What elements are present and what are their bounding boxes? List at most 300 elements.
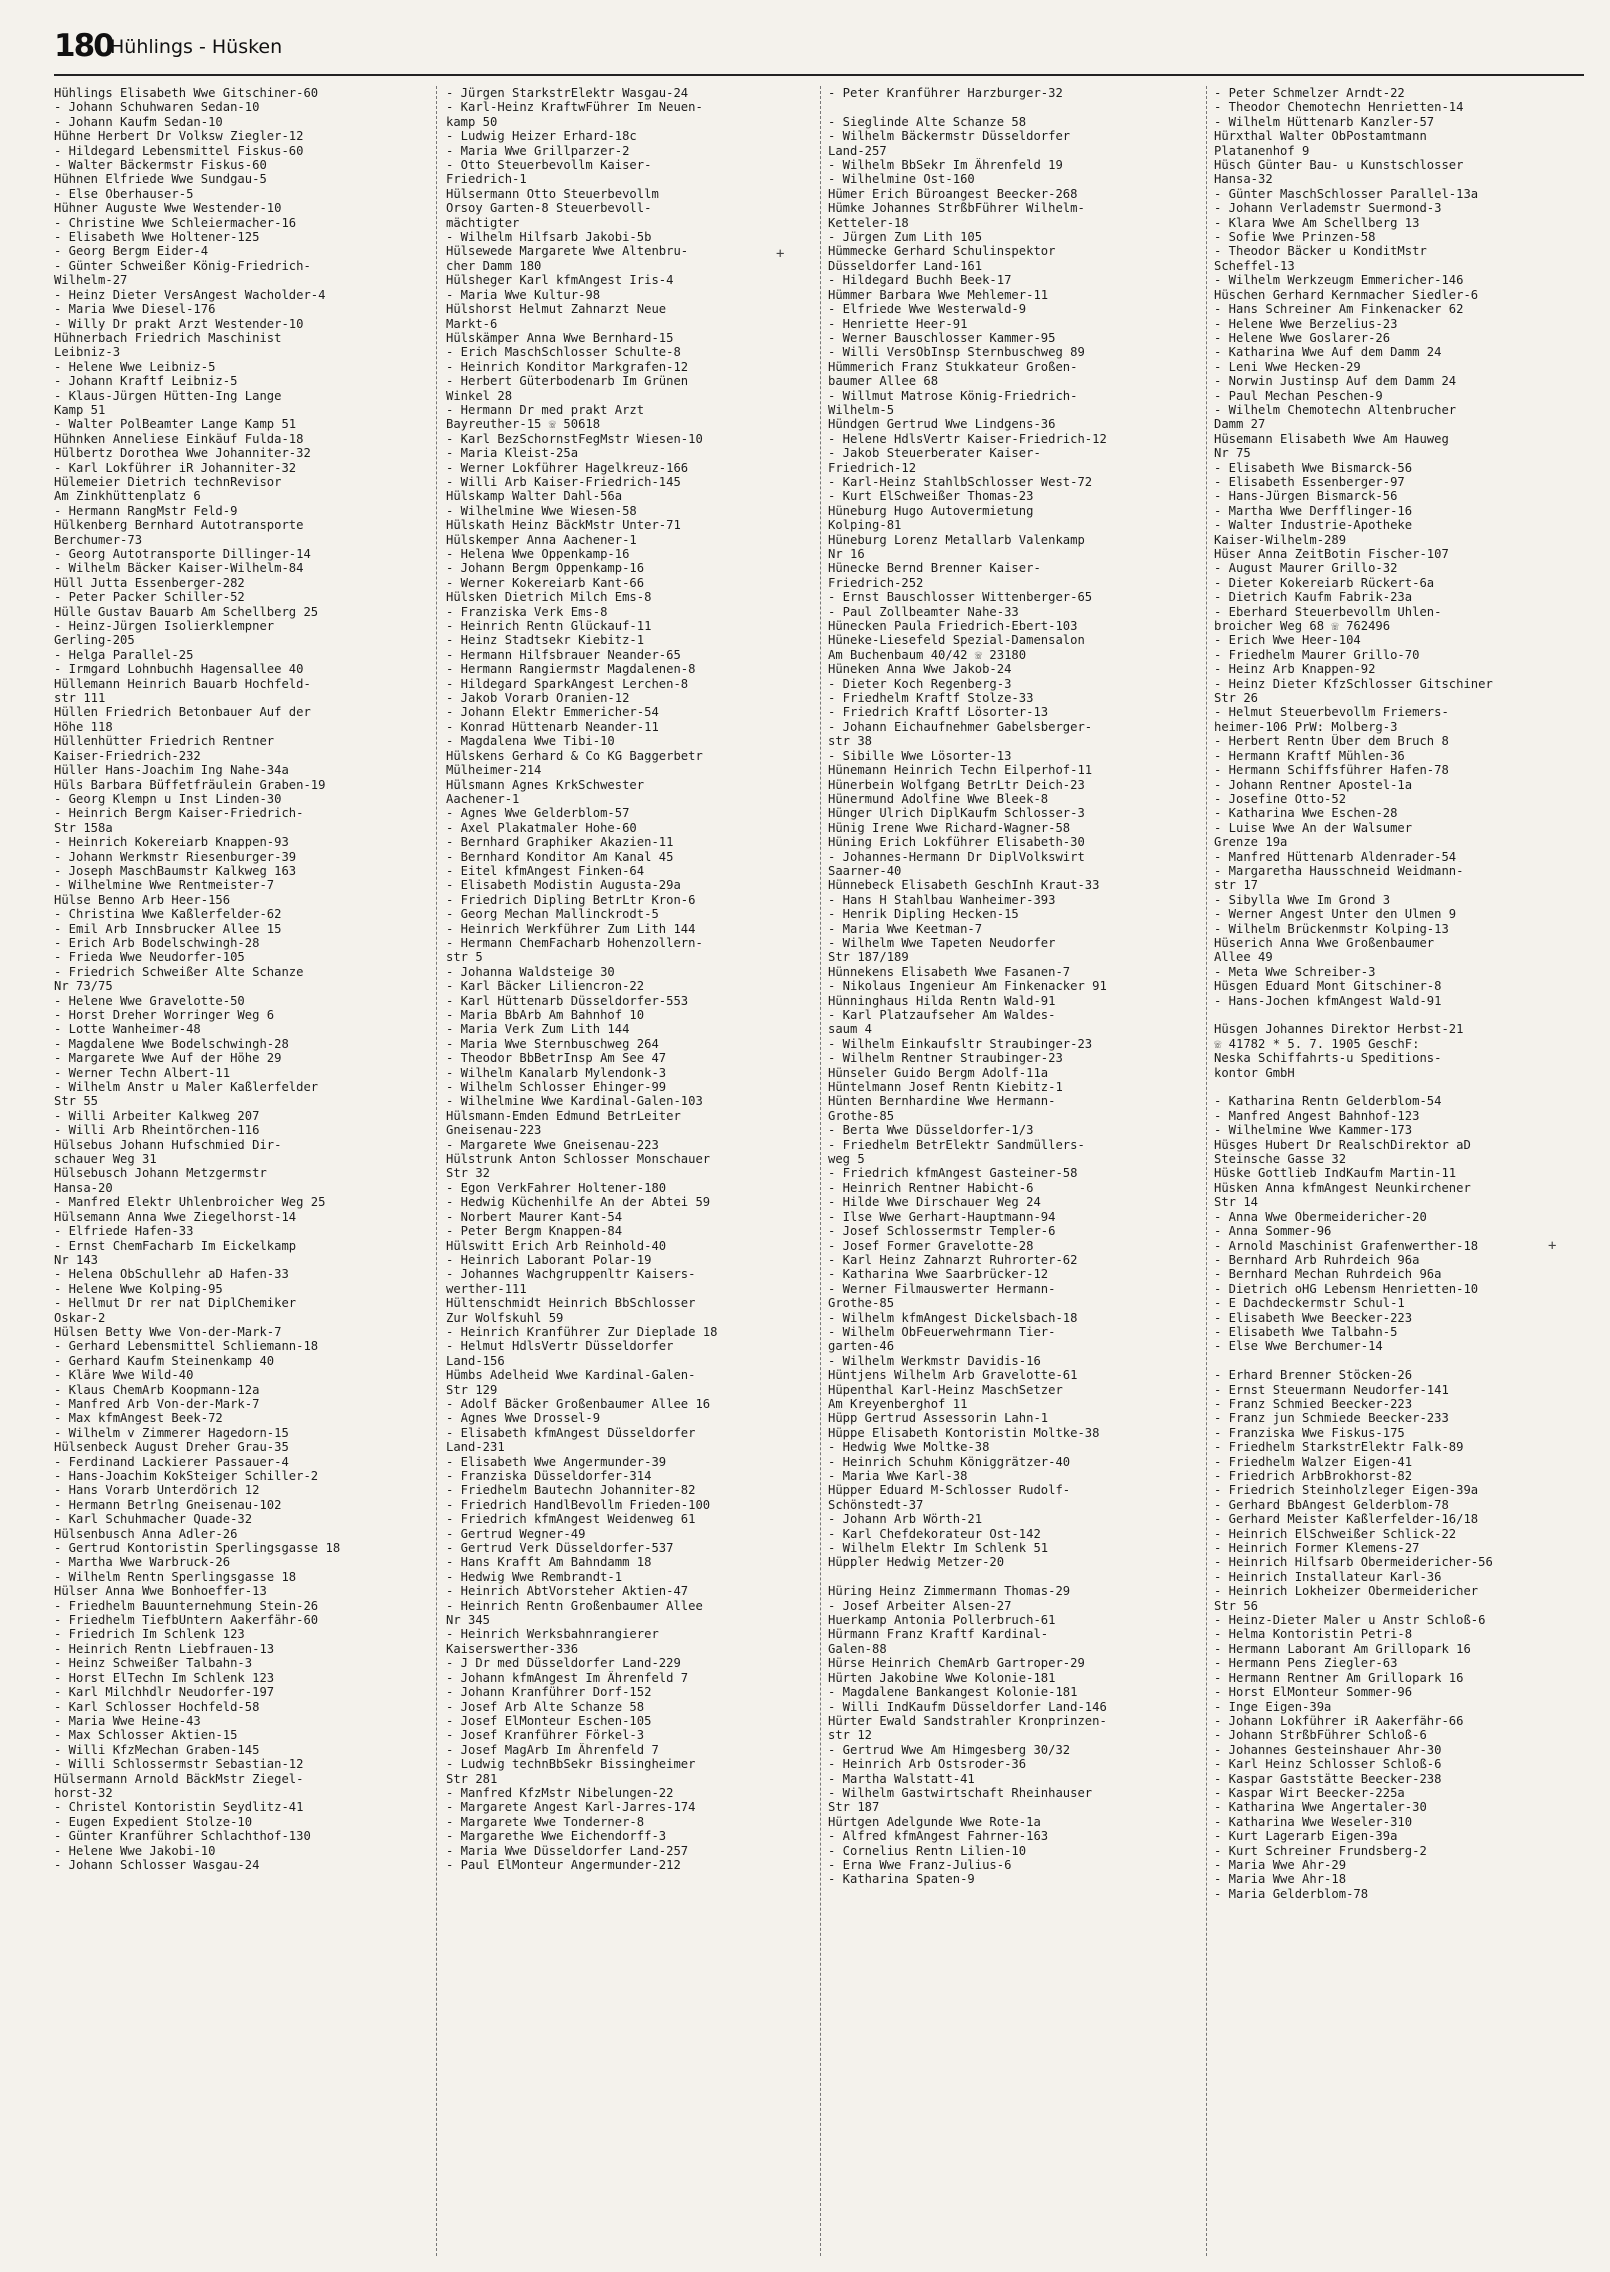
directory-entry: Am Buchenbaum 40/42 ☏ 23180 (828, 647, 1027, 662)
directory-entry: - Klaus-Jürgen Hütten-Ing Lange (54, 388, 282, 403)
directory-entry: - Johann StrßbFührer Schloß-6 (1214, 1728, 1427, 1743)
directory-entry: - Hellmut Dr rer nat DiplChemiker (54, 1296, 297, 1311)
directory-entry: - Joseph MaschBaumstr Kalkweg 163 (54, 863, 297, 878)
directory-entry: - Ernst ChemFacharb Im Eickelkamp (54, 1238, 297, 1253)
directory-entry: - Helene Wwe Gravelotte-50 (54, 993, 245, 1008)
directory-entry: Hülser Anna Wwe Bonhoeffer-13 (54, 1584, 267, 1599)
directory-entry: - Wilhelm Wwe Tapeten Neudorfer (828, 935, 1056, 950)
directory-entry: Str 14 (1214, 1195, 1259, 1210)
directory-entry: - Friedrich Steinholzleger Eigen-39a (1214, 1483, 1479, 1498)
directory-entry: Hülskamp Walter Dahl-56a (446, 489, 623, 504)
directory-entry: Hüsgen Johannes Direktor Herbst-21 (1214, 1022, 1464, 1037)
directory-entry: - Willi IndKaufm Düsseldorfer Land-146 (828, 1699, 1107, 1714)
directory-entry: - Willi Arb Kaiser-Friedrich-145 (446, 474, 681, 489)
directory-entry: Hülskemper Anna Aachener-1 (446, 532, 637, 547)
directory-entry: - Friedrich Im Schlenk 123 (54, 1627, 245, 1642)
directory-entry: Allee 49 (1214, 950, 1273, 965)
directory-entry: - Johann Rentner Apostel-1a (1214, 777, 1413, 792)
directory-entry: Hüning Erich Lokführer Elisabeth-30 (828, 835, 1085, 850)
directory-entry: Hülbertz Dorothea Wwe Johanniter-32 (54, 446, 311, 461)
directory-entry: - Wilhelmine Wwe Kardinal-Galen-103 (446, 1094, 703, 1109)
directory-entry: - Karl Heinz Zahnarzt Ruhrorter-62 (828, 1252, 1078, 1267)
directory-entry: - Katharina Wwe Weseler-310 (1214, 1814, 1413, 1829)
directory-entry: - Josef ElMonteur Eschen-105 (446, 1713, 652, 1728)
directory-entry: - Heinz Dieter KfzSchlosser Gitschiner (1214, 676, 1493, 691)
directory-entry: - Werner Angest Unter den Ulmen 9 (1214, 907, 1457, 922)
directory-entry: - Jakob Vorarb Oranien-12 (446, 691, 630, 706)
directory-entry: Damm 27 (1214, 417, 1266, 432)
directory-entry: - Werner Filmauswerter Hermann- (828, 1281, 1056, 1296)
directory-entry: - Christine Wwe Schleiermacher-16 (54, 215, 297, 230)
directory-entry: - Friedhelm Walzer Eigen-41 (1214, 1454, 1413, 1469)
page-number: 180 (54, 28, 113, 64)
directory-entry: Hümer Erich Büroangest Beecker-268 (828, 186, 1078, 201)
directory-entry: - Wilhelm Bäcker Kaiser-Wilhelm-84 (54, 561, 304, 576)
directory-entry: - Ferdinand Lackierer Passauer-4 (54, 1454, 289, 1469)
directory-entry: Hüppe Elisabeth Kontoristin Moltke-38 (828, 1425, 1100, 1440)
directory-entry: - Hans Vorarb Unterdörich 12 (54, 1483, 260, 1498)
directory-entry: - Johanna Waldsteige 30 (446, 964, 615, 979)
directory-entry: - Hans H Stahlbau Wanheimer-393 (828, 892, 1056, 907)
directory-entry: - Helma Kontoristin Petri-8 (1214, 1627, 1413, 1642)
directory-entry: Hühner Auguste Wwe Westender-10 (54, 201, 282, 216)
directory-entry: - Paul Mechan Peschen-9 (1214, 388, 1383, 403)
directory-entry: - Manfred KfzMstr Nibelungen-22 (446, 1785, 674, 1800)
directory-entry: - Ernst Steuermann Neudorfer-141 (1214, 1382, 1449, 1397)
directory-entry: - Berta Wwe Düsseldorfer-1/3 (828, 1123, 1034, 1138)
directory-entry: - Elisabeth Wwe Beecker-223 (1214, 1310, 1413, 1325)
directory-entry: - Friedrich kfmAngest Gasteiner-58 (828, 1166, 1078, 1181)
directory-entry: - Wilhelm ObFeuerwehrmann Tier- (828, 1324, 1056, 1339)
directory-entry: - Karl Heinz Schlosser Schloß-6 (1214, 1757, 1442, 1772)
directory-entry: Hünseler Guido Bergm Adolf-11a (828, 1065, 1049, 1080)
directory-entry: - Eugen Expedient Stolze-10 (54, 1814, 253, 1829)
directory-entry: - Manfred Elektr Uhlenbroicher Weg 25 (54, 1195, 326, 1210)
directory-entry: Hüsken Anna kfmAngest Neunkirchener (1214, 1180, 1471, 1195)
directory-entry: Hünecke Bernd Brenner Kaiser- (828, 561, 1041, 576)
directory-entry: Hünermund Adolfine Wwe Bleek-8 (828, 791, 1049, 806)
directory-entry: - Willi VersObInsp Sternbuschweg 89 (828, 345, 1085, 360)
directory-entry: Hümmerich Franz Stukkateur Großen- (828, 359, 1078, 374)
directory-entry: - Horst Dreher Worringer Weg 6 (54, 1008, 275, 1022)
directory-entry: Hülsewede Margarete Wwe Altenbru- (446, 244, 689, 259)
directory-entry: - Gertrud Wwe Am Himgesberg 30/32 (828, 1742, 1071, 1757)
directory-entry: - E Dachdeckermstr Schul-1 (1214, 1296, 1405, 1311)
page-header (54, 28, 1584, 76)
directory-entry: - Bernhard Graphiker Akazien-11 (446, 835, 674, 850)
directory-entry: Hürmann Franz Kraftf Kardinal- (828, 1627, 1049, 1642)
directory-entry: - Erich Arb Bodelschwingh-28 (54, 935, 260, 950)
directory-entry: - Agnes Wwe Gelderblom-57 (446, 806, 630, 821)
directory-entry: - Karl Chefdekorateur Ost-142 (828, 1526, 1041, 1541)
directory-entry: - Sibille Wwe Lösorter-13 (828, 748, 1012, 763)
directory-entry: Hüsgen Eduard Mont Gitschiner-8 (1214, 979, 1442, 994)
directory-entry: Hüntelmann Josef Rentn Kiebitz-1 (828, 1080, 1063, 1095)
directory-entry: kontor GmbH (1214, 1065, 1295, 1080)
directory-entry: - Frieda Wwe Neudorfer-105 (54, 950, 245, 965)
directory-entry: Kamp 51 (54, 402, 106, 417)
directory-entry: str 38 (828, 734, 873, 749)
directory-entry: - Magdalena Wwe Tibi-10 (446, 734, 615, 749)
directory-entry: - Hans-Joachim KokSteiger Schiller-2 (54, 1469, 319, 1483)
directory-entry: - Otto Steuerbevollm Kaiser- (446, 158, 652, 173)
directory-entry: - Wilhelm Schlosser Ehinger-99 (446, 1080, 667, 1095)
directory-entry: - Meta Wwe Schreiber-3 (1214, 964, 1376, 979)
directory-entry: - Wilhelm Gastwirtschaft Rheinhauser (828, 1785, 1093, 1800)
directory-entry: Str 281 (446, 1771, 498, 1786)
directory-entry: Schönstedt-37 (828, 1497, 924, 1512)
directory-entry: Hüpenthal Karl-Heinz MaschSetzer (828, 1382, 1063, 1397)
directory-entry: - Friedhelm Kraftf Stolze-33 (828, 691, 1034, 706)
directory-entry: Hüpp Gertrud Assessorin Lahn-1 (828, 1411, 1049, 1426)
directory-entry: - Wilhelm BbSekr Im Ährenfeld 19 (828, 158, 1063, 173)
directory-entry: heimer-106 PrW: Molberg-3 (1214, 719, 1398, 734)
directory-entry: - Jürgen StarkstrElektr Wasgau-24 (446, 86, 689, 100)
directory-entry: - Hermann Dr med prakt Arzt (446, 402, 645, 417)
directory-entry: - Katharina Rentn Gelderblom-54 (1214, 1094, 1442, 1109)
directory-entry: - Helmut Steuerbevollm Friemers- (1214, 705, 1449, 720)
directory-entry: Hülse Benno Arb Heer-156 (54, 892, 231, 907)
directory-entry: - Gerhard Kaufm Steinenkamp 40 (54, 1353, 275, 1368)
directory-entry: - Franz jun Schmiede Beecker-233 (1214, 1411, 1449, 1426)
directory-entry: - Christina Wwe Kaßlerfelder-62 (54, 907, 282, 922)
directory-entry: Hüneburg Hugo Autovermietung (828, 503, 1034, 518)
directory-entry: - Heinrich Rentn Großenbaumer Allee (446, 1598, 703, 1613)
directory-entry: - Margarethe Wwe Eichendorff-3 (446, 1829, 667, 1844)
directory-entry: - Sibylla Wwe Im Grond 3 (1214, 892, 1391, 907)
directory-entry: - Heinrich AbtVorsteher Aktien-47 (446, 1584, 689, 1599)
directory-entry: - Karl-Heinz KraftwFührer Im Neuen- (446, 100, 703, 115)
directory-entry: Land-156 (446, 1353, 505, 1368)
directory-entry: - Josefine Otto-52 (1214, 791, 1347, 806)
directory-entry: - Heinz Arb Knappen-92 (1214, 662, 1376, 677)
directory-entry: Hansa-32 (1214, 172, 1273, 187)
directory-entry: - Karl Lokführer iR Johanniter-32 (54, 460, 297, 475)
directory-entry: - Hans-Jürgen Bismarck-56 (1214, 489, 1398, 504)
directory-entry: Hünten Bernhardine Wwe Hermann- (828, 1094, 1056, 1109)
directory-entry (1214, 1354, 1576, 1368)
directory-entry: - J Dr med Düsseldorfer Land-229 (446, 1656, 681, 1671)
directory-entry: - Helene Wwe Jakobi-10 (54, 1843, 216, 1858)
directory-entry: - Heinrich Rentn Glückauf-11 (446, 619, 652, 634)
directory-entry: - Paul ElMonteur Angermunder-212 (446, 1857, 681, 1872)
directory-entry: - Konrad Hüttenarb Neander-11 (446, 719, 659, 734)
directory-entry: - Heinrich Arb Ostsroder-36 (828, 1757, 1027, 1772)
directory-entry: Nr 73/75 (54, 979, 113, 994)
directory-entry: Hüschen Gerhard Kernmacher Siedler-6 (1214, 287, 1479, 302)
directory-entry: Hüneburg Lorenz Metallarb Valenkamp (828, 532, 1085, 547)
directory-entry: Str 26 (1214, 691, 1259, 706)
directory-entry: Hülsen Betty Wwe Von-der-Mark-7 (54, 1324, 282, 1339)
directory-entry: - Georg Mechan Mallinckrodt-5 (446, 907, 659, 922)
directory-entry: Friedrich-1 (446, 172, 527, 187)
directory-entry: Hümmer Barbara Wwe Mehlemer-11 (828, 287, 1049, 302)
directory-entry: - Else Oberhauser-5 (54, 186, 194, 201)
directory-entry: - Willi Schlossermstr Sebastian-12 (54, 1757, 304, 1772)
directory-entry: - Manfred Angest Bahnhof-123 (1214, 1108, 1420, 1123)
directory-entry: - Maria Wwe Heine-43 (54, 1713, 201, 1728)
directory-entry: Hüske Gottlieb IndKaufm Martin-11 (1214, 1166, 1457, 1181)
directory-entry: - Franziska Wwe Fiskus-175 (1214, 1425, 1405, 1440)
directory-entry: - Katharina Wwe Eschen-28 (1214, 806, 1398, 821)
directory-entry: Ketteler-18 (828, 215, 909, 230)
directory-entry: - Peter Packer Schiller-52 (54, 590, 245, 605)
directory-entry: Orsoy Garten-8 Steuerbevoll- (446, 201, 652, 216)
directory-entry: - Johannes Gesteinshauer Ahr-30 (1214, 1742, 1442, 1757)
directory-entry: Hüneken Anna Wwe Jakob-24 (828, 662, 1012, 677)
directory-entry: - Johann Schuhwaren Sedan-10 (54, 100, 260, 115)
directory-entry: - Günter MaschSchlosser Parallel-13a (1214, 186, 1479, 201)
directory-entry: - Theodor Chemotechn Henrietten-14 (1214, 100, 1464, 115)
directory-entry: Gneisenau-223 (446, 1123, 542, 1138)
directory-entry: Hüpper Eduard M-Schlosser Rudolf- (828, 1483, 1071, 1498)
directory-entry: - Hans-Jochen kfmAngest Wald-91 (1214, 993, 1442, 1008)
directory-entry: - Bernhard Arb Ruhrdeich 96a (1214, 1252, 1420, 1267)
directory-entry: - Heinrich Rentn Liebfrauen-13 (54, 1641, 275, 1656)
directory-entry: - Maria Wwe Düsseldorfer Land-257 (446, 1843, 689, 1858)
directory-entry: - Wilhelm v Zimmerer Hagedorn-15 (54, 1425, 289, 1440)
directory-entry: - Arnold Maschinist Grafenwerther-18 (1214, 1238, 1479, 1253)
directory-entry: Berchumer-73 (54, 532, 143, 547)
directory-entry: Saarner-40 (828, 863, 902, 878)
directory-entry: Hülsheger Karl kfmAngest Iris-4 (446, 273, 674, 288)
directory-entry: - Maria Wwe Sternbuschweg 264 (446, 1036, 659, 1051)
directory-entry: Hülemeier Dietrich technRevisor (54, 474, 282, 489)
directory-entry: Hüsch Günter Bau- u Kunstschlosser (1214, 158, 1464, 173)
directory-entry: Hünerbein Wolfgang BetrLtr Deich-23 (828, 777, 1085, 792)
directory-entry: - Wilhelm Kanalarb Mylendonk-3 (446, 1065, 667, 1080)
directory-entry: - Manfred Arb Von-der-Mark-7 (54, 1396, 260, 1411)
directory-entry: - Kurt ElSchweißer Thomas-23 (828, 489, 1034, 504)
directory-entry: Platanenhof 9 (1214, 143, 1310, 158)
directory-entry: - Christel Kontoristin Seydlitz-41 (54, 1800, 304, 1815)
directory-entry: Hüsges Hubert Dr RealschDirektor aD (1214, 1137, 1471, 1152)
directory-entry: Hümmecke Gerhard Schulinspektor (828, 244, 1056, 259)
directory-entry: Hülle Gustav Bauarb Am Schellberg 25 (54, 604, 319, 619)
directory-entry: Hülswitt Erich Arb Reinhold-40 (446, 1238, 667, 1253)
directory-entry: Nr 75 (1214, 446, 1251, 461)
directory-entry: - Wilhelmine Ost-160 (828, 172, 975, 187)
directory-entry: Hühnen Elfriede Wwe Sundgau-5 (54, 172, 267, 187)
directory-entry: Hüntjens Wilhelm Arb Gravelotte-61 (828, 1368, 1078, 1383)
directory-entry: - Cornelius Rentn Lilien-10 (828, 1843, 1027, 1858)
directory-entry: Hürse Heinrich ChemArb Gartroper-29 (828, 1656, 1085, 1671)
directory-entry: - Heinrich Former Klemens-27 (1214, 1541, 1420, 1556)
directory-entry: - Heinrich Konditor Markgrafen-12 (446, 359, 689, 374)
directory-entry: - Werner Lokführer Hagelkreuz-166 (446, 460, 689, 475)
directory-entry: - Karl Platzaufseher Am Waldes- (828, 1008, 1056, 1022)
directory-entry: - Maria Kleist-25a (446, 446, 579, 461)
directory-entry: - Wilhelm Werkmstr Davidis-16 (828, 1353, 1041, 1368)
directory-column-2 (446, 86, 808, 2256)
directory-column-1 (54, 86, 416, 2256)
directory-entry: - Friedrich Dipling BetrLtr Kron-6 (446, 892, 696, 907)
directory-entry: Hülsemann Anna Wwe Ziegelhorst-14 (54, 1209, 297, 1224)
directory-entry: - Hedwig Wwe Rembrandt-1 (446, 1569, 623, 1584)
directory-entry: str 111 (54, 691, 106, 706)
directory-entry: - Hermann Pens Ziegler-63 (1214, 1656, 1398, 1671)
directory-entry: - Henrik Dipling Hecken-15 (828, 907, 1019, 922)
directory-entry: - Wilhelm Rentner Straubinger-23 (828, 1051, 1063, 1066)
directory-entry: - Johann Werkmstr Riesenburger-39 (54, 849, 297, 864)
directory-entry: - Dietrich oHG Lebensm Henrietten-10 (1214, 1281, 1479, 1296)
column-divider (436, 86, 437, 2256)
directory-entry: Hünnebeck Elisabeth GeschInh Kraut-33 (828, 878, 1100, 893)
directory-entry: Hündgen Gertrud Wwe Lindgens-36 (828, 417, 1056, 432)
directory-entry: - Karl Schuhmacher Quade-32 (54, 1512, 253, 1527)
page-title: Hühlings - Hüsken (110, 36, 283, 58)
directory-entry: Str 187 (828, 1800, 880, 1815)
directory-entry: - Horst ElTechn Im Schlenk 123 (54, 1670, 275, 1685)
directory-entry: - Heinz Stadtsekr Kiebitz-1 (446, 633, 645, 648)
directory-entry: - Willi Arbeiter Kalkweg 207 (54, 1108, 260, 1123)
directory-entry: - Walter Bäckermstr Fiskus-60 (54, 158, 267, 173)
directory-entry: - Hildegard Lebensmittel Fiskus-60 (54, 143, 304, 158)
directory-entry: - Josef Former Gravelotte-28 (828, 1238, 1034, 1253)
directory-entry: Hüllemann Heinrich Bauarb Hochfeld- (54, 676, 311, 691)
directory-entry: - Maria Wwe Karl-38 (828, 1469, 968, 1483)
directory-entry: Nr 143 (54, 1252, 99, 1267)
directory-entry: Hülsken Dietrich Milch Ems-8 (446, 590, 652, 605)
directory-entry: - Erich MaschSchlosser Schulte-8 (446, 345, 681, 360)
directory-entry: - Magdalene Wwe Bodelschwingh-28 (54, 1036, 289, 1051)
directory-entry: - Peter Kranführer Harzburger-32 (828, 86, 1063, 100)
directory-entry: - Karl BezSchornstFegMstr Wiesen-10 (446, 431, 703, 446)
directory-entry: Hültenschmidt Heinrich BbSchlosser (446, 1296, 696, 1311)
directory-entry: - Max kfmAngest Beek-72 (54, 1411, 223, 1426)
directory-entry: - Henriette Heer-91 (828, 316, 968, 331)
directory-entry: Hülsebusch Johann Metzgermstr (54, 1166, 267, 1181)
directory-entry: - Elisabeth Wwe Angermunder-39 (446, 1454, 667, 1469)
directory-entry: - Wilhelm Chemotechn Altenbrucher (1214, 402, 1457, 417)
directory-entry: - Franziska Düsseldorfer-314 (446, 1469, 652, 1483)
directory-entry: - Friedhelm Bauunternehmung Stein-26 (54, 1598, 319, 1613)
directory-entry: - Margarete Wwe Auf der Höhe 29 (54, 1051, 282, 1066)
directory-entry: - Helena ObSchullehr aD Hafen-33 (54, 1267, 289, 1282)
directory-entry: str 17 (1214, 878, 1259, 893)
directory-entry: - Friedhelm Maurer Grillo-70 (1214, 647, 1420, 662)
directory-entry: Oskar-2 (54, 1310, 106, 1325)
directory-entry: - Agnes Wwe Drossel-9 (446, 1411, 601, 1426)
directory-entry: - Adolf Bäcker Großenbaumer Allee 16 (446, 1396, 711, 1411)
directory-entry: Am Zinkhüttenplatz 6 (54, 489, 201, 504)
directory-entry: - Friedrich HandlBevollm Frieden-100 (446, 1497, 711, 1512)
directory-entry: - Maria Wwe Keetman-7 (828, 921, 983, 936)
directory-entry: - Johann Bergm Oppenkamp-16 (446, 561, 645, 576)
directory-entry: - Josef MagArb Im Ährenfeld 7 (446, 1742, 659, 1757)
directory-entry: Hüserich Anna Wwe Großenbaumer (1214, 935, 1435, 950)
directory-entry: - Helene Wwe Goslarer-26 (1214, 330, 1391, 345)
directory-entry: - Willi Arb Rheintörchen-116 (54, 1123, 260, 1138)
directory-entry: - Wilhelm Anstr u Maler Kaßlerfelder (54, 1080, 319, 1095)
directory-entry: - Heinrich Kokereiarb Knappen-93 (54, 835, 289, 850)
directory-entry: Hülsebus Johann Hufschmied Dir- (54, 1137, 282, 1152)
directory-entry: Str 56 (1214, 1598, 1259, 1613)
column-divider (1206, 86, 1207, 2256)
directory-entry: - Wilhelm Rentn Sperlingsgasse 18 (54, 1569, 297, 1584)
directory-entry (1214, 1080, 1576, 1094)
directory-entry: - Hedwig Küchenhilfe An der Abtei 59 (446, 1195, 711, 1210)
directory-entry: Scheffel-13 (1214, 258, 1295, 273)
directory-entry: - Gertrud Wegner-49 (446, 1526, 586, 1541)
directory-entry: - Ludwig technBbSekr Bissingheimer (446, 1757, 696, 1772)
directory-entry: - Hermann ChemFacharb Hohenzollern- (446, 935, 703, 950)
directory-entry: - Friedhelm StarkstrElektr Falk-89 (1214, 1440, 1464, 1455)
margin-plus-mark: + (776, 246, 785, 262)
column-divider (820, 86, 821, 2256)
directory-entry: Kaiserswerther-336 (446, 1641, 579, 1656)
directory-entry: - Willy Dr prakt Arzt Westender-10 (54, 316, 304, 331)
directory-entry: Hüls Barbara Büffetfräulein Graben-19 (54, 777, 326, 792)
directory-entry: Hürter Ewald Sandstrahler Kronprinzen- (828, 1713, 1107, 1728)
directory-entry: Markt-6 (446, 316, 498, 331)
directory-entry: Hülsmann Agnes KrkSchwester (446, 777, 645, 792)
directory-entry: - Franz Schmied Beecker-223 (1214, 1396, 1413, 1411)
directory-entry: - Wilhelm kfmAngest Dickelsbach-18 (828, 1310, 1078, 1325)
directory-entry: Hülskämper Anna Wwe Bernhard-15 (446, 330, 674, 345)
directory-entry: Friedrich-12 (828, 460, 917, 475)
directory-entry: - Peter Bergm Knappen-84 (446, 1224, 623, 1239)
directory-entry: - Leni Wwe Hecken-29 (1214, 359, 1361, 374)
directory-entry: - Kaspar Wirt Beecker-225a (1214, 1785, 1405, 1800)
directory-entry: Neska Schiffahrts-u Speditions- (1214, 1051, 1442, 1066)
directory-entry: - Theodor Bäcker u KonditMstr (1214, 244, 1427, 259)
directory-entry: - Heinz Schweißer Talbahn-3 (54, 1656, 253, 1671)
directory-entry: - Hilde Wwe Dirschauer Weg 24 (828, 1195, 1041, 1210)
directory-entry: - Sieglinde Alte Schanze 58 (828, 114, 1027, 129)
directory-entry: - Peter Schmelzer Arndt-22 (1214, 86, 1405, 100)
directory-entry: - Dietrich Kaufm Fabrik-23a (1214, 590, 1413, 605)
directory-entry: cher Damm 180 (446, 258, 542, 273)
directory-entry: - Wilhelm Elektr Im Schlenk 51 (828, 1541, 1049, 1556)
directory-entry: - Friedhelm BetrElektr Sandmüllers- (828, 1137, 1085, 1152)
directory-entry: Aachener-1 (446, 791, 520, 806)
directory-entry: - Johann Eichaufnehmer Gabelsberger- (828, 719, 1093, 734)
directory-entry: mächtigter (446, 215, 520, 230)
directory-entry: - Heinrich Werksbahnrangierer (446, 1627, 659, 1642)
directory-entry: - Heinrich Kranführer Zur Dieplade 18 (446, 1324, 718, 1339)
directory-entry: - Helene Wwe Kolping-95 (54, 1281, 223, 1296)
directory-entry: str 12 (828, 1728, 873, 1743)
directory-entry: - Katharina Wwe Angertaler-30 (1214, 1800, 1427, 1815)
directory-entry: Hüllen Friedrich Betonbauer Auf der (54, 705, 311, 720)
directory-entry: - Heinrich Lokheizer Obermeidericher (1214, 1584, 1479, 1599)
directory-entry: - Jürgen Zum Lith 105 (828, 230, 983, 245)
directory-entry: - Ilse Wwe Gerhart-Hauptmann-94 (828, 1209, 1056, 1224)
directory-entry: - Hedwig Wwe Moltke-38 (828, 1440, 990, 1455)
directory-entry: - August Maurer Grillo-32 (1214, 561, 1398, 576)
directory-entry: Nr 345 (446, 1613, 491, 1628)
directory-entry: - Wilhelm Werkzeugm Emmericher-146 (1214, 273, 1464, 288)
directory-entry (828, 1570, 1190, 1584)
directory-entry: Hülsermann Arnold BäckMstr Ziegel- (54, 1771, 304, 1786)
directory-entry: - Helene Wwe Berzelius-23 (1214, 316, 1398, 331)
directory-entry: Hüppler Hedwig Metzer-20 (828, 1555, 1005, 1570)
directory-entry: Hühnerbach Friedrich Maschinist (54, 330, 282, 345)
directory-entry: - Martha Wwe Derfflinger-16 (1214, 503, 1413, 518)
directory-entry: - Hans Krafft Am Bahndamm 18 (446, 1555, 652, 1570)
directory-entry: Str 187/189 (828, 950, 909, 965)
directory-entry: - Irmgard Lohnbuchh Hagensallee 40 (54, 662, 304, 677)
directory-entry: - Kaspar Gaststätte Beecker-238 (1214, 1771, 1442, 1786)
directory-entry: - Josef Arbeiter Alsen-27 (828, 1598, 1012, 1613)
directory-entry: horst-32 (54, 1785, 113, 1800)
directory-entry: - Katharina Wwe Auf dem Damm 24 (1214, 345, 1442, 360)
directory-entry: - Martha Walstatt-41 (828, 1771, 975, 1786)
directory-entry: - Helene Wwe Leibniz-5 (54, 359, 216, 374)
directory-entry: garten-46 (828, 1339, 895, 1354)
directory-entry: - Werner Bauschlosser Kammer-95 (828, 330, 1056, 345)
